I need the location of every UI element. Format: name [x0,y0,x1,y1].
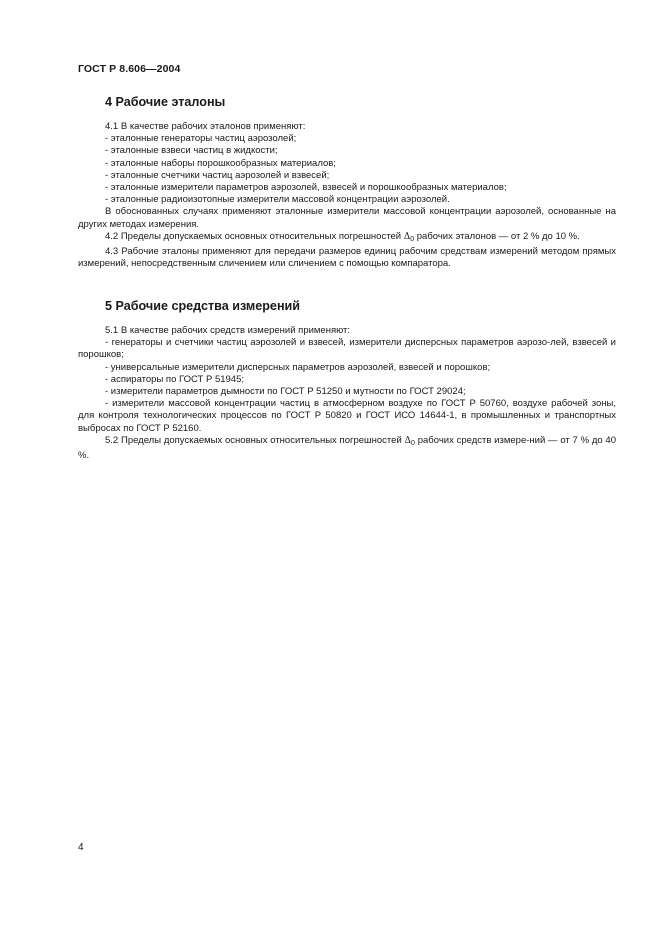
list-item: - измерители массовой концентрации частиц в атмосферном воздухе по ГОСТ Р 50760, воздухе рабочей зоны, для контроля технологических процессов по ГОСТ Р 50820 и ГОСТ ИСО 14644-1, в промышленных и транспортных выбросах по ГОСТ Р 52160. [78,398,616,434]
clause-4-3: 4.3 Рабочие эталоны применяют для передачи размеров единиц рабочим средствам измерений методом прямых измерений, непосредственным сличением или сличением с помощью компаратора. [78,246,616,270]
section-5-heading: 5 Рабочие средства измерений [105,299,301,313]
document-header: ГОСТ Р 8.606—2004 [78,63,181,75]
list-item: - эталонные радиоизотопные измерители массовой концентрации аэрозолей. [105,194,450,206]
clause-4-1-intro: 4.1 В качестве рабочих эталонов применяют: [105,121,306,132]
justified-cases-paragraph: В обоснованных случаях применяют эталонные измерители массовой концентрации аэрозолей, основанные на других методах измерения. [78,206,616,230]
clause-5-2 [78,435,616,462]
clause-4-2-text-end: рабочих эталонов — от 2 % до 10 %. [414,230,580,242]
list-item: - генераторы и счетчики частиц аэрозолей и взвесей, измерители дисперсных параметров аэрозо-лей, взвесей и порошков; [78,337,616,361]
list-item: - эталонные взвеси частиц в жидкости; [105,145,278,157]
delta-subscript: 0 [411,439,415,447]
clause-5-1-intro: 5.1 В качестве рабочих средств измерений применяют: [105,325,351,336]
list-item: - эталонные счетчики частиц аэрозолей и взвесей; [105,169,330,181]
delta-subscript: 0 [410,235,415,243]
delta-symbol: Δ [403,231,411,242]
clause-4-2 [78,231,616,246]
section-4-body [78,121,616,270]
list-item: - эталонные генераторы частиц аэрозолей; [105,133,297,145]
list-item: - эталонные измерители параметров аэрозолей, взвесей и порошкообразных материалов; [105,182,507,194]
section-4-heading: 4 Рабочие эталоны [105,95,226,109]
list-item: - измерители параметров дымности по ГОСТ Р 51250 и мутности по ГОСТ 29024; [105,386,466,398]
section-5-body [78,325,616,462]
list-item: - аспираторы по ГОСТ Р 51945; [105,373,245,385]
clause-5-2-text-end: рабочих средств измере-ний — от 7 % до 40 %. [78,434,616,462]
list-item: - эталонные наборы порошкообразных материалов; [105,157,336,169]
clause-5-2-text: 5.2 Пределы допускаемых основных относительных погрешностей [105,434,405,446]
clause-4-2-text: 4.2 Пределы допускаемых основных относительных погрешностей [105,230,404,242]
delta-symbol: Δ [404,435,412,446]
list-item: - универсальные измерители дисперсных параметров аэрозолей, взвесей и порошков; [105,361,491,373]
page-number: 4 [78,842,84,853]
